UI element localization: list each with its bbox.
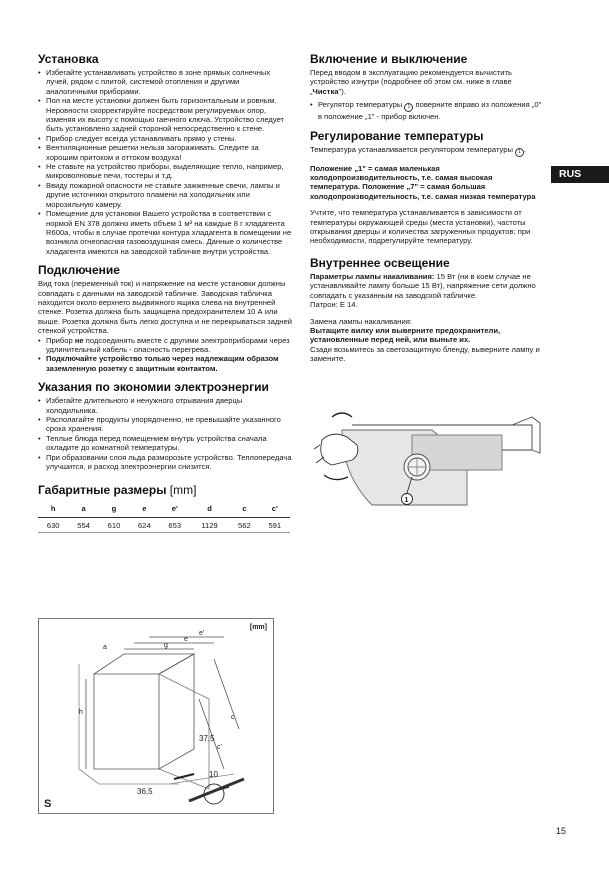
dims-value: 591 [260, 517, 290, 532]
onoff-emph: Чистка [312, 86, 339, 96]
onoff-item [310, 100, 542, 121]
connect-list [38, 336, 292, 374]
dims-header: c' [260, 501, 290, 517]
connect-paragraph: Вид тока (переменный ток) и напряжение на месте установки должны совпадать с данными на заводской табличке. Заводская табличка находится около верхнего выдвижного ящика слева на внутренней стенке. Розетка должна быть защищена предохранителем 10 А или выше. Розетка должна быть легко доступна и не перекрываться задней стенкой устройства. [38, 279, 292, 336]
dims-value: 610 [99, 517, 129, 532]
connect-item [38, 336, 292, 355]
install-item: • Помещение для установки Вашего устройства в соответствии с нормой EN 378 должно иметь объем 1 м³ на каждые 8 г хладагента R600a, чтобы в случае протечки контура хладагента в помещении не возникла огнеопасная газовоздушная смесь. Данные о количестве хладагента имеются на заводской табличке внутри устройства. [38, 209, 292, 256]
lamp-replacement-figure [312, 405, 544, 527]
temp-text: Температура устанавливается регулятором температуры [310, 144, 516, 154]
dims-header: c [229, 501, 259, 517]
connect-heading: Подключение [38, 263, 120, 278]
dims-value: 562 [229, 517, 259, 532]
dims-header: g [99, 501, 129, 517]
dim-label-h: h [79, 709, 83, 716]
install-item: • Пол на месте установки должен быть горизонтальным и ровным. Неровности скорректируйте посредством регулируемых опор, изменяя их высоту с помощью гаечного ключа. Устройство следует быть установлено задней стороной непосредственно к стене. [38, 96, 292, 134]
temp-positions: Положение „1" = самая маленькая холодопроизводительность, т.е. самая высокая температура. Положение „7" = самая большая холодопроизводительность, т.е. самая низкая температура [310, 163, 536, 201]
dims-value: 624 [129, 517, 159, 532]
dims-header: d [190, 501, 229, 517]
light-params-label: Параметры лампы накаливания: [310, 271, 435, 281]
onoff-heading: Включение и выключение [310, 52, 468, 66]
temp-note: Учтите, что температура устанавливается в зависимости от температуры окружающей среды (места установки), частоты открывания дверцы и количества загруженных продуктов; при необходимости, подрегулируйте температуру. [310, 208, 531, 246]
temp-paragraph [310, 145, 542, 157]
light-replace-steps2: Сзади возьмитесь за светозащитную бленду, выверните лампу и замените. [310, 344, 540, 364]
light-replace-steps: Вытащите вилку или выверните предохранители, установленные перед ней, или выньте их. [310, 325, 501, 345]
light-replace: Замена лампы накаливания: [310, 316, 412, 326]
onoff-paragraph [310, 68, 542, 96]
page-number: 15 [556, 826, 567, 836]
dim-label-10: 10 [209, 770, 218, 779]
light-params-text: 15 Вт (ни в коем случае не устанавливайте лампу больше 15 Вт), напряжение сети должно совпадать с указанным на заводской табличке. [310, 271, 536, 300]
economy-section [38, 380, 292, 471]
onoff-text: "). [338, 86, 346, 96]
light-params [310, 272, 542, 300]
connect-item-text: подсоединять вместе с другими электроприборами через удлинительный кабель - опасность перегрева. [46, 335, 290, 354]
dims-header: a [68, 501, 98, 517]
install-item: • Вентиляционные решетки нельзя загораживать. Следите за хорошим притоком и оттоком воздуха! [38, 143, 292, 162]
dim-label-e: e [184, 636, 188, 643]
economy-item: • Избегайте длительного и ненужного отрывания дверцы холодильника. [38, 396, 292, 415]
dims-title: Габаритные размеры [38, 483, 167, 498]
temp-text: . [524, 144, 527, 154]
connect-item-emph: не [74, 335, 84, 345]
onoff-item-text: Регулятор температуры [318, 100, 405, 110]
dims-heading [38, 483, 292, 497]
connect-section [38, 263, 292, 373]
install-item: • Прибор следует всегда устанавливать прямо у стены. [38, 134, 292, 143]
dims-unit: [mm] [169, 483, 197, 498]
dim-label-e-prime: e' [199, 630, 205, 637]
dimensions-drawing [39, 619, 273, 813]
install-item: • Избегайте устанавливать устройство в зоне прямых солнечных лучей, рядом с плитой, системой отопления и другими аналогичными приборами. [38, 68, 292, 96]
figure-variant-label: S [44, 798, 52, 810]
left-column [38, 52, 292, 540]
dim-label-365: 36,5 [137, 787, 153, 796]
dims-header: h [38, 501, 68, 517]
lamp-callout-number: 1 [404, 497, 409, 504]
dims-section [38, 483, 292, 533]
dims-value: 554 [68, 517, 98, 532]
dims-value-row [38, 517, 290, 532]
install-item: • Ввиду пожарной опасности не ставьте зажженные свечи, лампы и другие источники открытого пламени на холодильник или морозильную камеру. [38, 181, 292, 209]
lamp-drawing [312, 405, 544, 527]
economy-list [38, 396, 292, 471]
temp-section [310, 129, 542, 246]
dims-value: 653 [160, 517, 190, 532]
economy-heading: Указания по экономии электроэнергии [38, 380, 269, 395]
onoff-list [310, 100, 542, 121]
temp-heading: Регулирование температуры [310, 128, 484, 143]
install-list [38, 68, 292, 256]
figure-unit: [mm] [249, 624, 267, 631]
connect-item: • Подключайте устройство только через надлежащим образом заземленную розетку с защитным контактом. [38, 354, 292, 373]
dim-label-c: c [231, 714, 235, 721]
connect-item-text: Прибор [46, 335, 75, 345]
dims-header: e [129, 501, 159, 517]
dimensions-figure [38, 618, 274, 814]
dims-header-row [38, 501, 290, 517]
install-item: • Не ставьте на устройство приборы, выделяющие тепло, например, микроволновые печи, тостеры и т.д. [38, 162, 292, 181]
install-section [38, 52, 292, 256]
dims-header: e' [160, 501, 190, 517]
light-heading: Внутреннее освещение [310, 255, 450, 270]
economy-item: • Располагайте продукты упорядоченно, не превышайте указанного срока хранения. [38, 415, 292, 434]
dims-value: 1129 [190, 517, 229, 532]
light-socket: Патрон: Е 14. [310, 300, 358, 310]
dim-label-g: g [164, 642, 168, 649]
dims-table [38, 501, 290, 533]
dim-label-375: 37,5 [199, 734, 215, 743]
regulator-number-icon: 1 [404, 103, 413, 112]
onoff-text: Перед вводом в эксплуатацию рекомендуется вычистить устройство изнутри (подробнее об этом см. ниже в главе „ [310, 68, 512, 96]
right-column [310, 52, 542, 371]
economy-item: • При образовании слоя льда разморозьте устройство. Теплопередача улучшится, и расход электроэнергии снизится. [38, 453, 292, 472]
light-section [310, 256, 542, 364]
economy-item: • Теплые блюда перед помещением внутрь устройства сначала охладите до комнатной температуры. [38, 434, 292, 453]
install-heading: Установка [38, 52, 99, 66]
dim-label-c-prime: c' [217, 744, 222, 751]
onoff-section [310, 52, 542, 122]
dim-label-a: a [103, 644, 107, 651]
onoff-item-text: поверните вправо из положения „0" в положение „1" - прибор включен. [318, 100, 542, 122]
regulator-number-icon: 1 [515, 148, 524, 157]
dims-value: 630 [38, 517, 68, 532]
language-tab: RUS [551, 166, 609, 183]
